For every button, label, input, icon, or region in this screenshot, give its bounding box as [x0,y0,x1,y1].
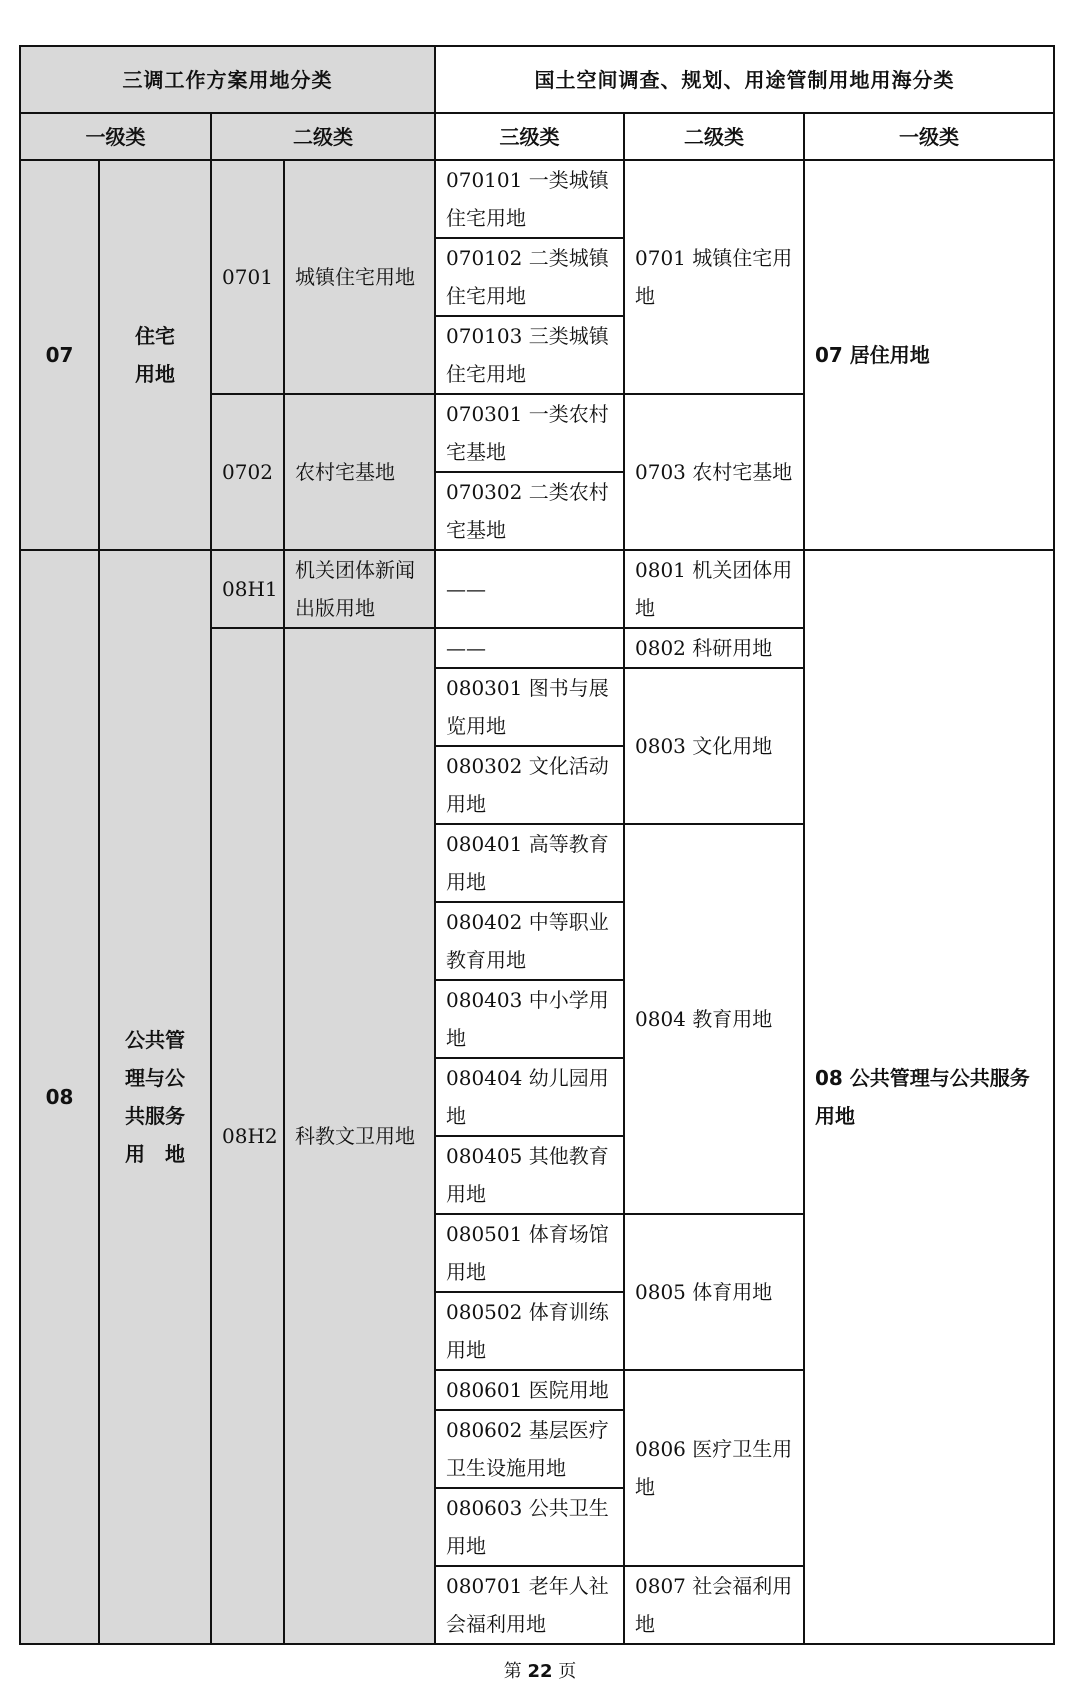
right-title: 国土空间调查、规划、用途管制用地用海分类 [435,46,1054,113]
new-l3: 070301 一类农村宅基地 [435,394,624,472]
table-row [20,550,1054,628]
col-header: 二级类 [211,113,435,160]
new-l3: 080302 文化活动用地 [435,746,624,824]
old-l1-name [99,160,211,550]
old-l2-name: 机关团体新闻出版用地 [284,550,435,628]
col-header: 二级类 [624,113,804,160]
table-row [20,160,1054,238]
old-l2-name: 科教文卫用地 [284,628,435,1644]
name-line: 用地 [135,362,175,386]
old-l2-code: 0701 [211,160,284,394]
new-l2: 0804 教育用地 [624,824,804,1214]
left-title: 三调工作方案用地分类 [20,46,435,113]
new-l3: 070103 三类城镇住宅用地 [435,316,624,394]
new-l3: 080405 其他教育用地 [435,1136,624,1214]
new-l3: 080601 医院用地 [435,1370,624,1410]
name-line: 住宅 [135,324,175,348]
name-line: 理与公 [125,1066,185,1090]
new-l3: —— [435,550,624,628]
col-header: 一级类 [804,113,1054,160]
new-l3: 080501 体育场馆用地 [435,1214,624,1292]
page-footer [0,1657,1080,1683]
name-line: 公共管 [125,1028,185,1052]
new-l1: 07 居住用地 [804,160,1054,550]
land-classification-table [19,45,1055,1645]
new-l3: 080402 中等职业教育用地 [435,902,624,980]
name-line: 共服务 [125,1104,185,1128]
new-l2: 0805 体育用地 [624,1214,804,1370]
new-l3: 070302 二类农村宅基地 [435,472,624,550]
new-l2: 0807 社会福利用地 [624,1566,804,1644]
new-l3: 080404 幼儿园用地 [435,1058,624,1136]
new-l3: 080602 基层医疗卫生设施用地 [435,1410,624,1488]
old-l1-code: 07 [20,160,99,550]
col-header: 三级类 [435,113,624,160]
page-number: 22 [527,1661,553,1682]
old-l2-code: 08H1 [211,550,284,628]
footer-prefix: 第 [503,1661,522,1682]
old-l2-code: 0702 [211,394,284,550]
new-l2: 0701 城镇住宅用地 [624,160,804,394]
new-l2: 0801 机关团体用地 [624,550,804,628]
new-l2: 0806 医疗卫生用地 [624,1370,804,1566]
new-l2: 0803 文化用地 [624,668,804,824]
new-l3: 070101 一类城镇住宅用地 [435,160,624,238]
new-l3: 080603 公共卫生用地 [435,1488,624,1566]
table-title-row [20,46,1054,113]
old-l2-code: 08H2 [211,628,284,1644]
old-l2-name: 农村宅基地 [284,394,435,550]
old-l1-name [99,550,211,1644]
new-l1: 08 公共管理与公共服务用地 [804,550,1054,1644]
new-l3: —— [435,628,624,668]
table-subheader-row [20,113,1054,160]
old-l2-name: 城镇住宅用地 [284,160,435,394]
name-line: 用 地 [125,1142,185,1166]
col-header: 一级类 [20,113,211,160]
new-l2: 0802 科研用地 [624,628,804,668]
new-l3: 080401 高等教育用地 [435,824,624,902]
old-l1-code: 08 [20,550,99,1644]
new-l2: 0703 农村宅基地 [624,394,804,550]
new-l3: 070102 二类城镇住宅用地 [435,238,624,316]
new-l3: 080701 老年人社会福利用地 [435,1566,624,1644]
footer-suffix: 页 [558,1661,577,1682]
new-l3: 080403 中小学用地 [435,980,624,1058]
new-l3: 080502 体育训练用地 [435,1292,624,1370]
new-l3: 080301 图书与展览用地 [435,668,624,746]
